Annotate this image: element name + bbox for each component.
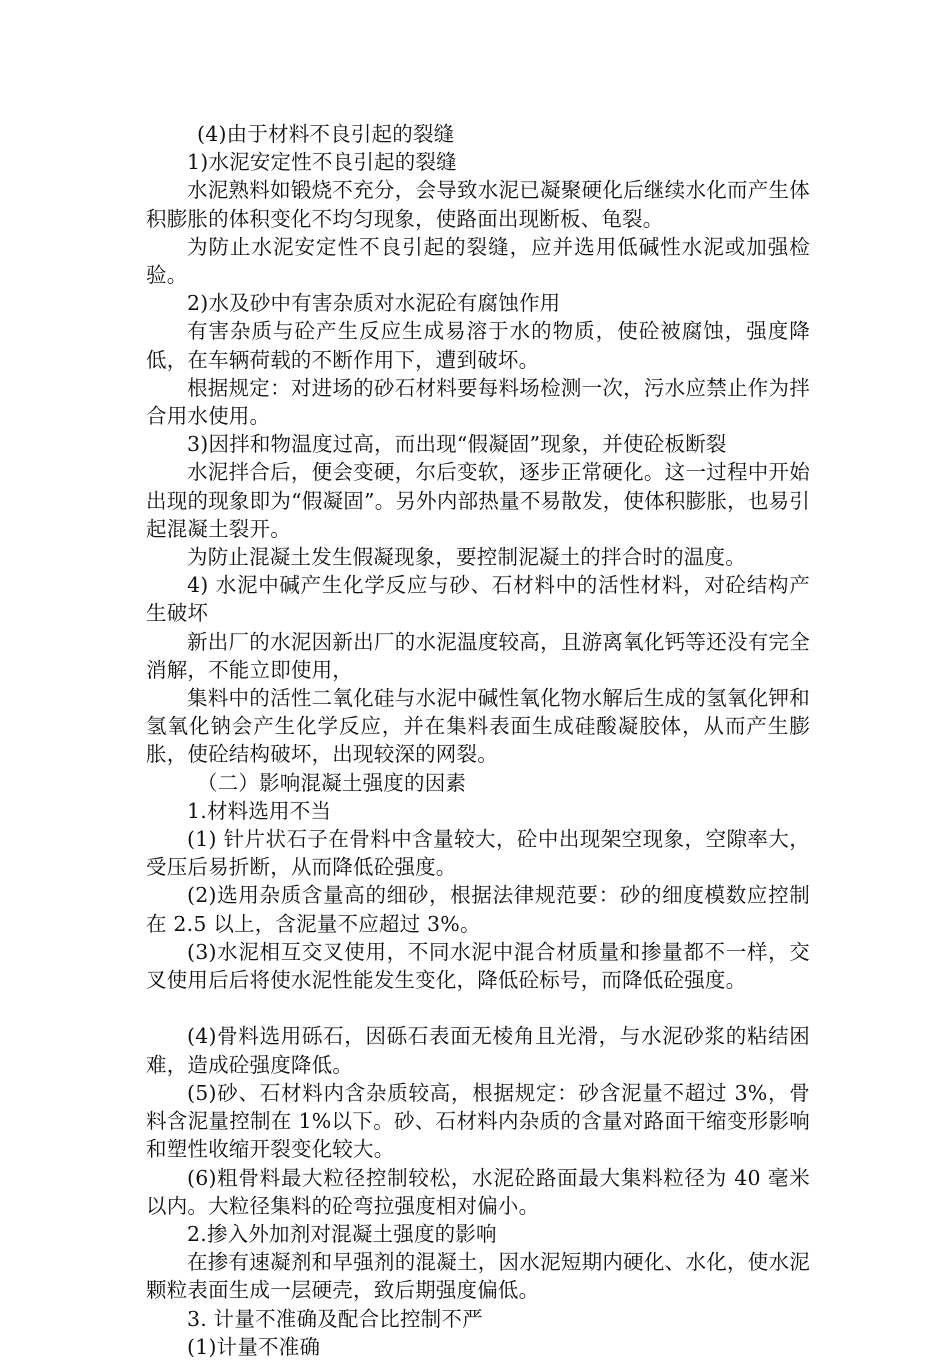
body-paragraph: 有害杂质与砼产生反应生成易溶于水的物质，使砼被腐蚀，强度降低，在车辆荷载的不断作用下，遭到破坏。 [146,319,810,372]
subsection-heading: 2.掺入外加剂对混凝土强度的影响 [187,1221,497,1246]
body-paragraph: 在掺有速凝剂和早强剂的混凝土，因水泥短期内硬化、水化，使水泥颗粒表面生成一层硬壳，致后期强度偏低。 [146,1250,810,1303]
body-paragraph: 根据规定：对进场的砂石材料要每料场检测一次，污水应禁止作为拌合用水使用。 [146,375,810,429]
body-paragraph: 为防止水泥安定性不良引起的裂缝，应并选用低碱性水泥或加强检验。 [146,234,810,288]
list-item: (4)骨料选用砾石，因砾石表面无棱角且光滑，与水泥砂浆的粘结困难，造成砼强度降低。 [146,1024,810,1077]
body-paragraph: 集料中的活性二氧化硅与水泥中碱性氧化物水解后生成的氢氧化钾和氢氧化钠会产生化学反应，并在集料表面生成硅酸凝胶体，从而产生膨胀，使砼结构破坏，出现较深的网裂。 [146,686,810,767]
subsection-heading: 2)水及砂中有害杂质对水泥砼有腐蚀作用 [187,291,561,316]
list-item: (6)粗骨料最大粒径控制较松，水泥砼路面最大集料粒径为 40 毫米以内。大粒径集料的砼弯拉强度相对偏小。 [146,1165,810,1218]
body-paragraph: 水泥拌合后，便会变硬，尔后变软，逐步正常硬化。这一过程中开始出现的现象即为“假凝固”。另外内部热量不易散发，使体积膨胀，也易引起混凝土裂开。 [146,460,810,541]
list-item: (2)选用杂质含量高的细砂，根据法律规范要：砂的细度模数应控制在 2.5 以上，含泥量不应超过 3%。 [146,883,810,936]
subsection-heading: 1)水泥安定性不良引起的裂缝 [187,150,457,175]
list-item: (1) 针片状石子在骨料中含量较大，砼中出现架空现象，空隙率大，受压后易折断，从而降低砼强度。 [146,827,810,880]
section-heading: （二）影响混凝土强度的因素 [197,770,467,795]
subsection-heading: 3. 计量不准确及配合比控制不严 [187,1306,483,1331]
body-paragraph: 水泥熟料如锻烧不充分，会导致水泥已凝聚硬化后继续水化而产生体积膨胀的体积变化不均匀现象，使路面出现断板、龟裂。 [146,178,810,231]
subsection-heading: 4) 水泥中碱产生化学反应与砂、石材料中的活性材料，对砼结构产生破坏 [146,573,810,626]
list-item: (3)水泥相互交叉使用，不同水泥中混合材质量和掺量都不一样，交叉使用后后将使水泥性能发生变化，降低砼标号，而降低砼强度。 [146,939,810,993]
list-item: (5)砂、石材料内含杂质较高，根据规定：砂含泥量不超过 3%，骨料含泥量控制在 1%以下。砂、石材料内杂质的含量对路面干缩变形影响和塑性收缩开裂变化较大。 [146,1080,810,1162]
document-body [146,120,810,1361]
subsection-heading: 1.材料选用不当 [187,798,332,823]
list-item: (1)计量不准确 [187,1334,321,1359]
blank-line [146,994,810,1022]
section-heading: (4)由于材料不良引起的裂缝 [197,122,455,146]
body-paragraph: 为防止混凝土发生假凝现象，要控制泥凝土的拌合时的温度。 [187,545,746,570]
body-paragraph: 新出厂的水泥因新出厂的水泥温度较高，且游离氧化钙等还没有完全消解，不能立即使用， [146,629,810,682]
subsection-heading: 3)因拌和物温度过高，而出现“假凝固”现象，并使砼板断裂 [187,432,727,457]
